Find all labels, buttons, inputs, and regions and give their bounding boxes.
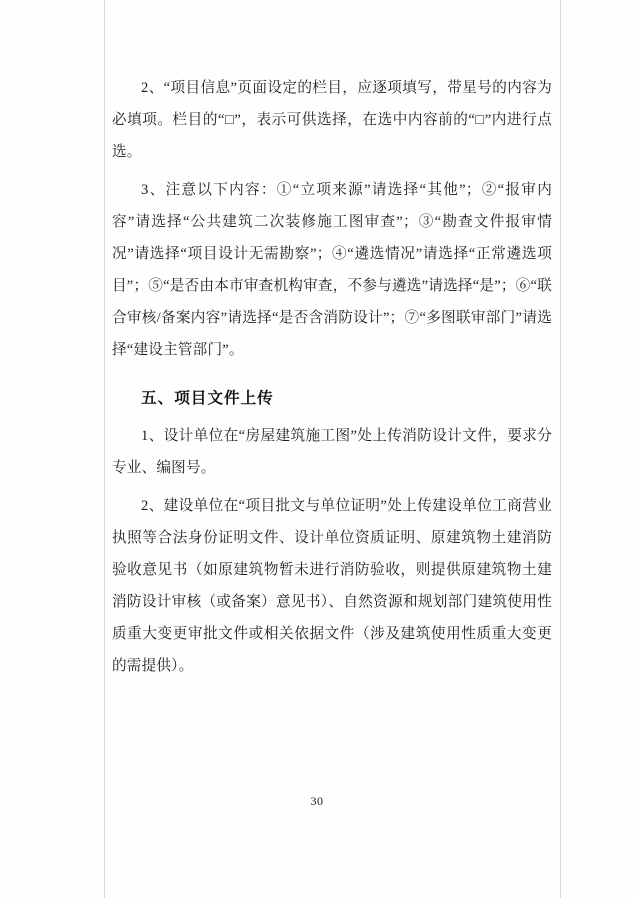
page-number-value: 30 — [310, 794, 324, 808]
paragraph-upload-item-2: 2、建设单位在“项目批文与单位证明”处上传建设单位工商营业执照等合法身份证明文件、设计单位资质证明、原建筑物土建消防验收意见书（如原建筑物暂未进行消防验收，则提供原建筑物土建消防设计审核（或备案）意见书）、自然资源和规划部门建筑使用性质重大变更审批文件或相关依据文件（涉及建筑使用性质重大变更的需提供）。 — [112, 498, 552, 674]
paragraph-upload-item-1: 1、设计单位在“房屋建筑施工图”处上传消防设计文件，要求分专业、编图号。 — [112, 428, 552, 476]
page-number — [0, 794, 634, 809]
page-body — [112, 72, 552, 688]
page-edge-left — [104, 0, 105, 898]
paragraph-item-3: 3、注意以下内容：①“立项来源”请选择“其他”；②“报审内容”请选择“公共建筑二次装修施工图审查”；③“勘查文件报审情况”请选择“项目设计无需勘察”；④“遴选情况”请选择“正常遴选项目”；⑤“是否由本市审查机构审查，不参与遴选”请选择“是”；⑥“联合审核/备案内容”请选择“是否含消防设计”；⑦“多图联审部门”请选择“建设主管部门”。 — [112, 182, 552, 358]
section-heading-five: 五、项目文件上传 — [141, 390, 274, 407]
page-edge-right — [560, 0, 561, 898]
paragraph-item-2: 2、“项目信息”页面设定的栏目，应逐项填写，带星号的内容为必填项。栏目的“□”，表示可供选择，在选中内容前的“□”内进行点选。 — [112, 80, 552, 160]
